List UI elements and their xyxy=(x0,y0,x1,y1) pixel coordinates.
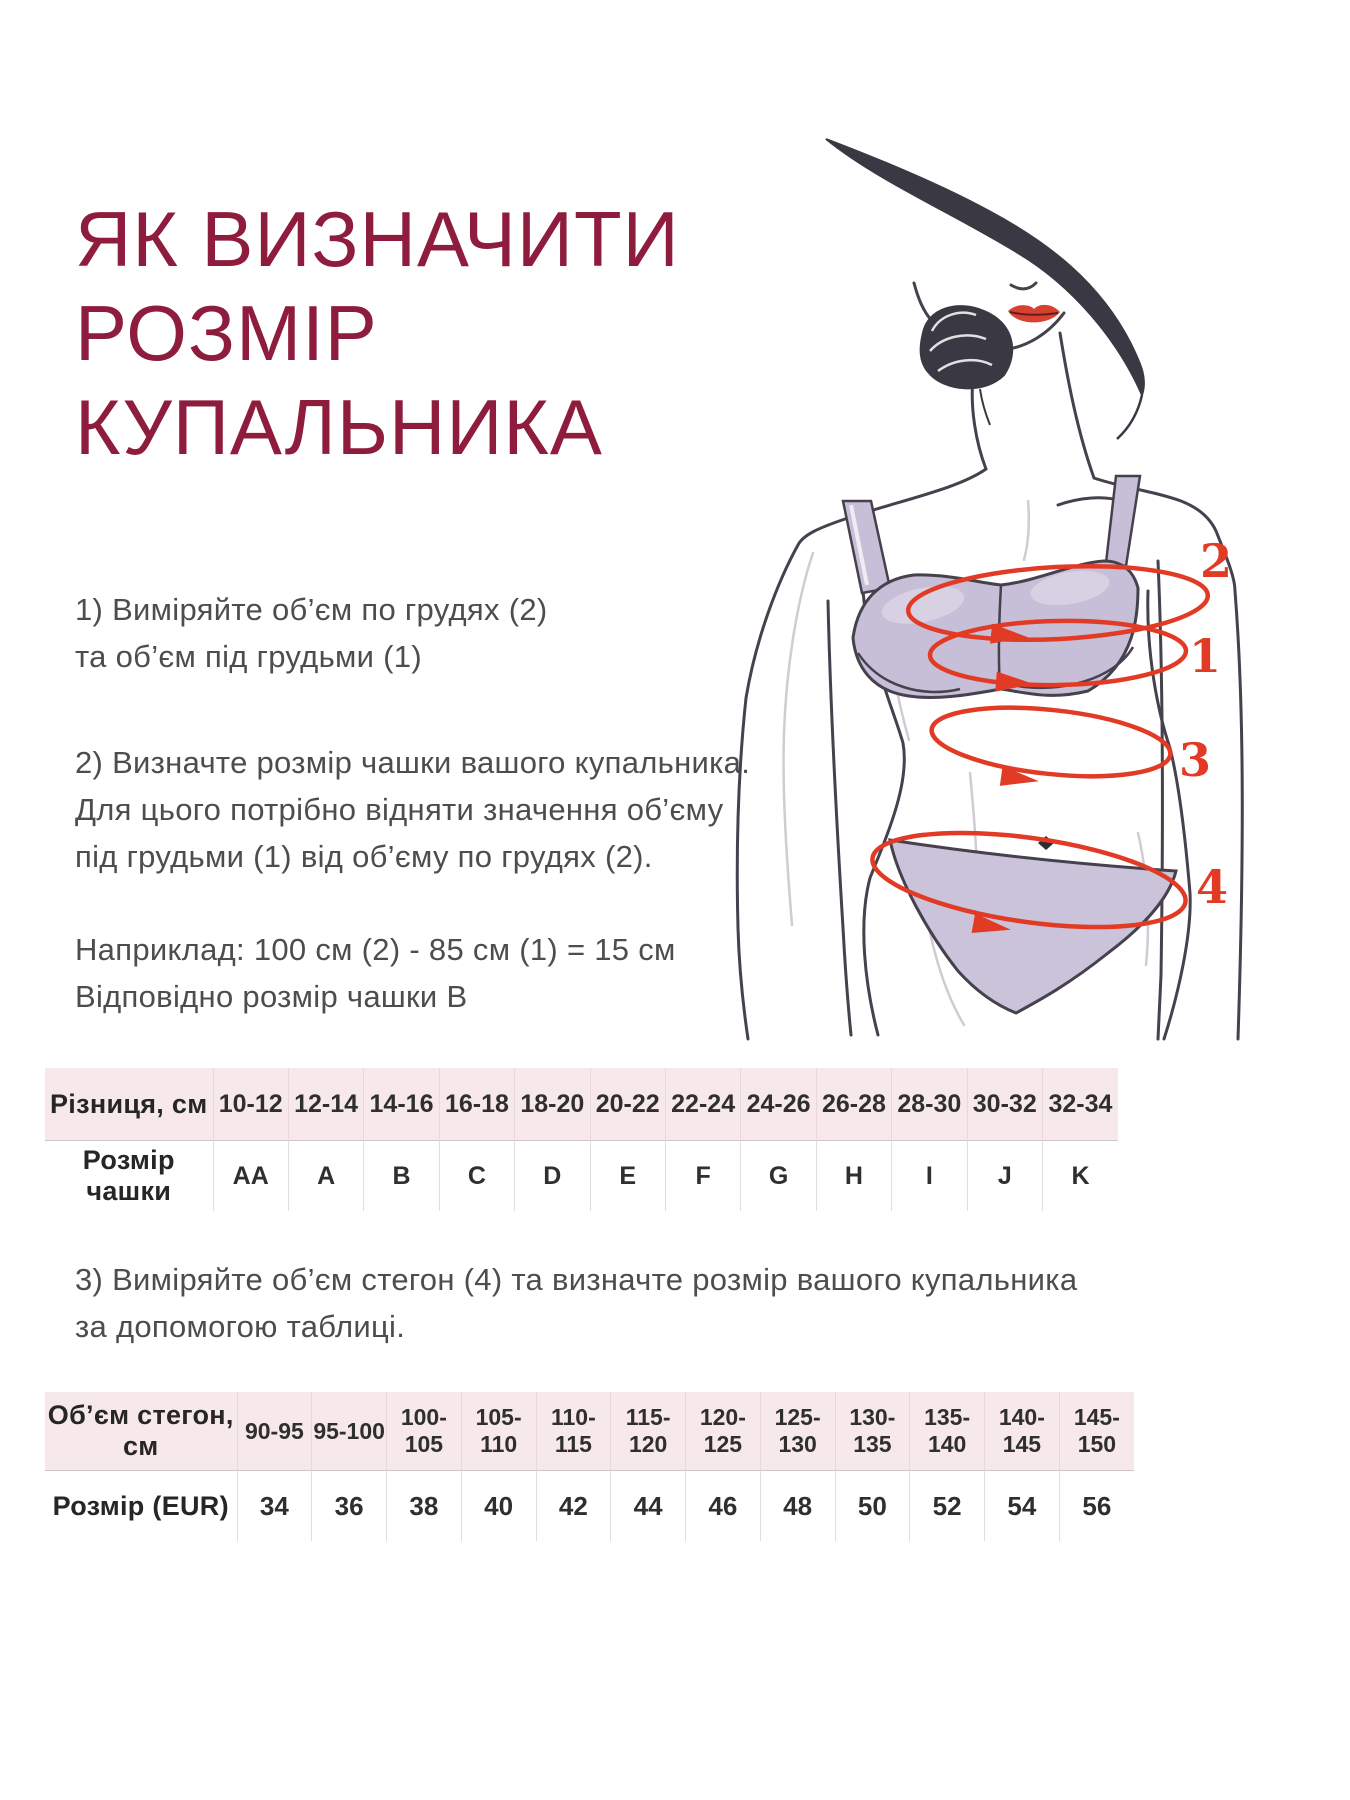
inner-contour-left-arm xyxy=(784,553,813,925)
cup-table-difference-cell: 14-16 xyxy=(364,1068,439,1141)
size-table-eur-cell: 46 xyxy=(686,1471,761,1542)
hair-tail xyxy=(1117,395,1142,439)
size-table-hips-cell: 110-115 xyxy=(536,1392,611,1471)
cup-size-table xyxy=(45,1068,1118,1211)
page-title xyxy=(75,192,680,474)
page-title-line2: РОЗМІР xyxy=(75,289,378,377)
cup-table-cup-cell: E xyxy=(590,1141,665,1212)
bra-strap-right xyxy=(1106,476,1140,566)
bra xyxy=(843,476,1140,697)
marker-number-bust: 2 xyxy=(1199,534,1233,588)
cup-table-difference-cell: 30-32 xyxy=(967,1068,1042,1141)
cup-table-difference-cell: 16-18 xyxy=(439,1068,514,1141)
cup-table-cup-cell: D xyxy=(515,1141,590,1212)
cup-table-cup-cell: K xyxy=(1042,1141,1118,1212)
size-table-eur-cell: 44 xyxy=(611,1471,686,1542)
cup-table-difference-row xyxy=(45,1068,1118,1141)
ear-line xyxy=(914,283,932,321)
instruction-step2-line2: Для цього потрібно відняти значення об’єму xyxy=(75,792,724,827)
neck-right-line xyxy=(1060,333,1094,478)
cup-table-cup-row xyxy=(45,1141,1118,1212)
cup-table-cup-cell: H xyxy=(816,1141,891,1212)
cup-table-difference-cell: 24-26 xyxy=(741,1068,816,1141)
hair-wisp xyxy=(980,389,990,425)
size-table-hips-cell: 120-125 xyxy=(686,1392,761,1471)
neck-left-line xyxy=(972,378,986,469)
cup-table-cup-cell: F xyxy=(665,1141,740,1212)
size-table-hips-row xyxy=(45,1392,1134,1471)
marker-number-hips: 4 xyxy=(1195,860,1229,914)
cup-table-cup-cell: J xyxy=(967,1141,1042,1212)
instruction-example-line2: Відповідно розмір чашки B xyxy=(75,979,468,1014)
size-table-eur-cell: 36 xyxy=(312,1471,387,1542)
inner-contour-chest xyxy=(1024,501,1029,560)
size-table-hips-cell: 95-100 xyxy=(312,1392,387,1471)
cup-table-cup-cell: C xyxy=(439,1141,514,1212)
size-table-eur-cell: 56 xyxy=(1059,1471,1134,1542)
cup-table-difference-cell: 18-20 xyxy=(515,1068,590,1141)
size-table-hips-cell: 130-135 xyxy=(835,1392,910,1471)
instruction-example xyxy=(75,926,676,1020)
marker-number-waist: 3 xyxy=(1178,733,1212,787)
figure-illustration xyxy=(718,133,1260,1045)
instruction-step2-line1: 2) Визначте розмір чашки вашого купальника. xyxy=(75,745,751,780)
size-table-hips-cell: 115-120 xyxy=(611,1392,686,1471)
size-table-hips-cell: 125-130 xyxy=(760,1392,835,1471)
size-table-eur-cell: 40 xyxy=(461,1471,536,1542)
size-table-eur-cell: 38 xyxy=(387,1471,462,1542)
size-table-eur-cell: 42 xyxy=(536,1471,611,1542)
instruction-step1 xyxy=(75,586,547,680)
page-title-line3: КУПАЛЬНИКА xyxy=(75,383,603,471)
cup-table-cup-cell: B xyxy=(364,1141,439,1212)
cup-table-difference-header: Різниця, см xyxy=(45,1068,213,1141)
cup-table-cup-header: Розмір чашки xyxy=(45,1141,213,1212)
cup-table-cup-cell: A xyxy=(288,1141,363,1212)
instruction-step3-line1: 3) Виміряйте об’єм стегон (4) та визначте розмір вашого купальника xyxy=(75,1262,1078,1297)
marker-number-underbust: 1 xyxy=(1188,629,1222,683)
waist-measure-line xyxy=(928,698,1173,787)
eur-size-table-grid xyxy=(45,1392,1134,1541)
cup-table-difference-cell: 10-12 xyxy=(213,1068,288,1141)
cup-table-cup-cell: G xyxy=(741,1141,816,1212)
cup-table-cup-cell: AA xyxy=(213,1141,288,1212)
cup-table-difference-cell: 32-34 xyxy=(1042,1068,1118,1141)
cup-table-difference-cell: 12-14 xyxy=(288,1068,363,1141)
eur-size-table xyxy=(45,1392,1134,1541)
page-title-line1: ЯК ВИЗНАЧИТИ xyxy=(75,195,680,283)
size-table-eur-cell: 52 xyxy=(910,1471,985,1542)
instruction-step3-line2: за допомогою таблиці. xyxy=(75,1309,406,1344)
instruction-step1-line1: 1) Виміряйте об’єм по грудях (2) xyxy=(75,592,548,627)
instruction-step2 xyxy=(75,739,750,880)
size-table-eur-cell: 48 xyxy=(760,1471,835,1542)
size-table-hips-cell: 135-140 xyxy=(910,1392,985,1471)
size-table-hips-cell: 140-145 xyxy=(985,1392,1060,1471)
cup-table-difference-cell: 22-24 xyxy=(665,1068,740,1141)
cup-table-difference-cell: 26-28 xyxy=(816,1068,891,1141)
woman-measurement-illustration xyxy=(718,133,1260,1045)
cup-table-difference-cell: 28-30 xyxy=(892,1068,967,1141)
cup-table-cup-cell: I xyxy=(892,1141,967,1212)
lips xyxy=(1008,305,1060,323)
size-table-eur-cell: 34 xyxy=(237,1471,312,1542)
cup-size-table-grid xyxy=(45,1068,1118,1211)
instruction-step3 xyxy=(75,1256,1077,1350)
cup-table-difference-cell: 20-22 xyxy=(590,1068,665,1141)
nose-line xyxy=(1011,283,1036,289)
left-arm-inner-line xyxy=(828,601,851,1035)
instruction-step1-line2: та об’єм під грудьми (1) xyxy=(75,639,422,674)
size-table-hips-cell: 105-110 xyxy=(461,1392,536,1471)
size-table-hips-cell: 90-95 xyxy=(237,1392,312,1471)
hair xyxy=(826,139,1144,439)
instruction-step2-line3: під грудьми (1) від об’єму по грудях (2). xyxy=(75,839,653,874)
size-table-hips-cell: 100-105 xyxy=(387,1392,462,1471)
size-table-eur-header: Розмір (EUR) xyxy=(45,1471,237,1542)
size-table-eur-cell: 54 xyxy=(985,1471,1060,1542)
size-table-eur-cell: 50 xyxy=(835,1471,910,1542)
size-table-hips-header: Об’єм стегон, см xyxy=(45,1392,237,1471)
size-table-hips-cell: 145-150 xyxy=(1059,1392,1134,1471)
instruction-example-line1: Наприклад: 100 см (2) - 85 см (1) = 15 см xyxy=(75,932,676,967)
size-table-eur-row xyxy=(45,1471,1134,1542)
